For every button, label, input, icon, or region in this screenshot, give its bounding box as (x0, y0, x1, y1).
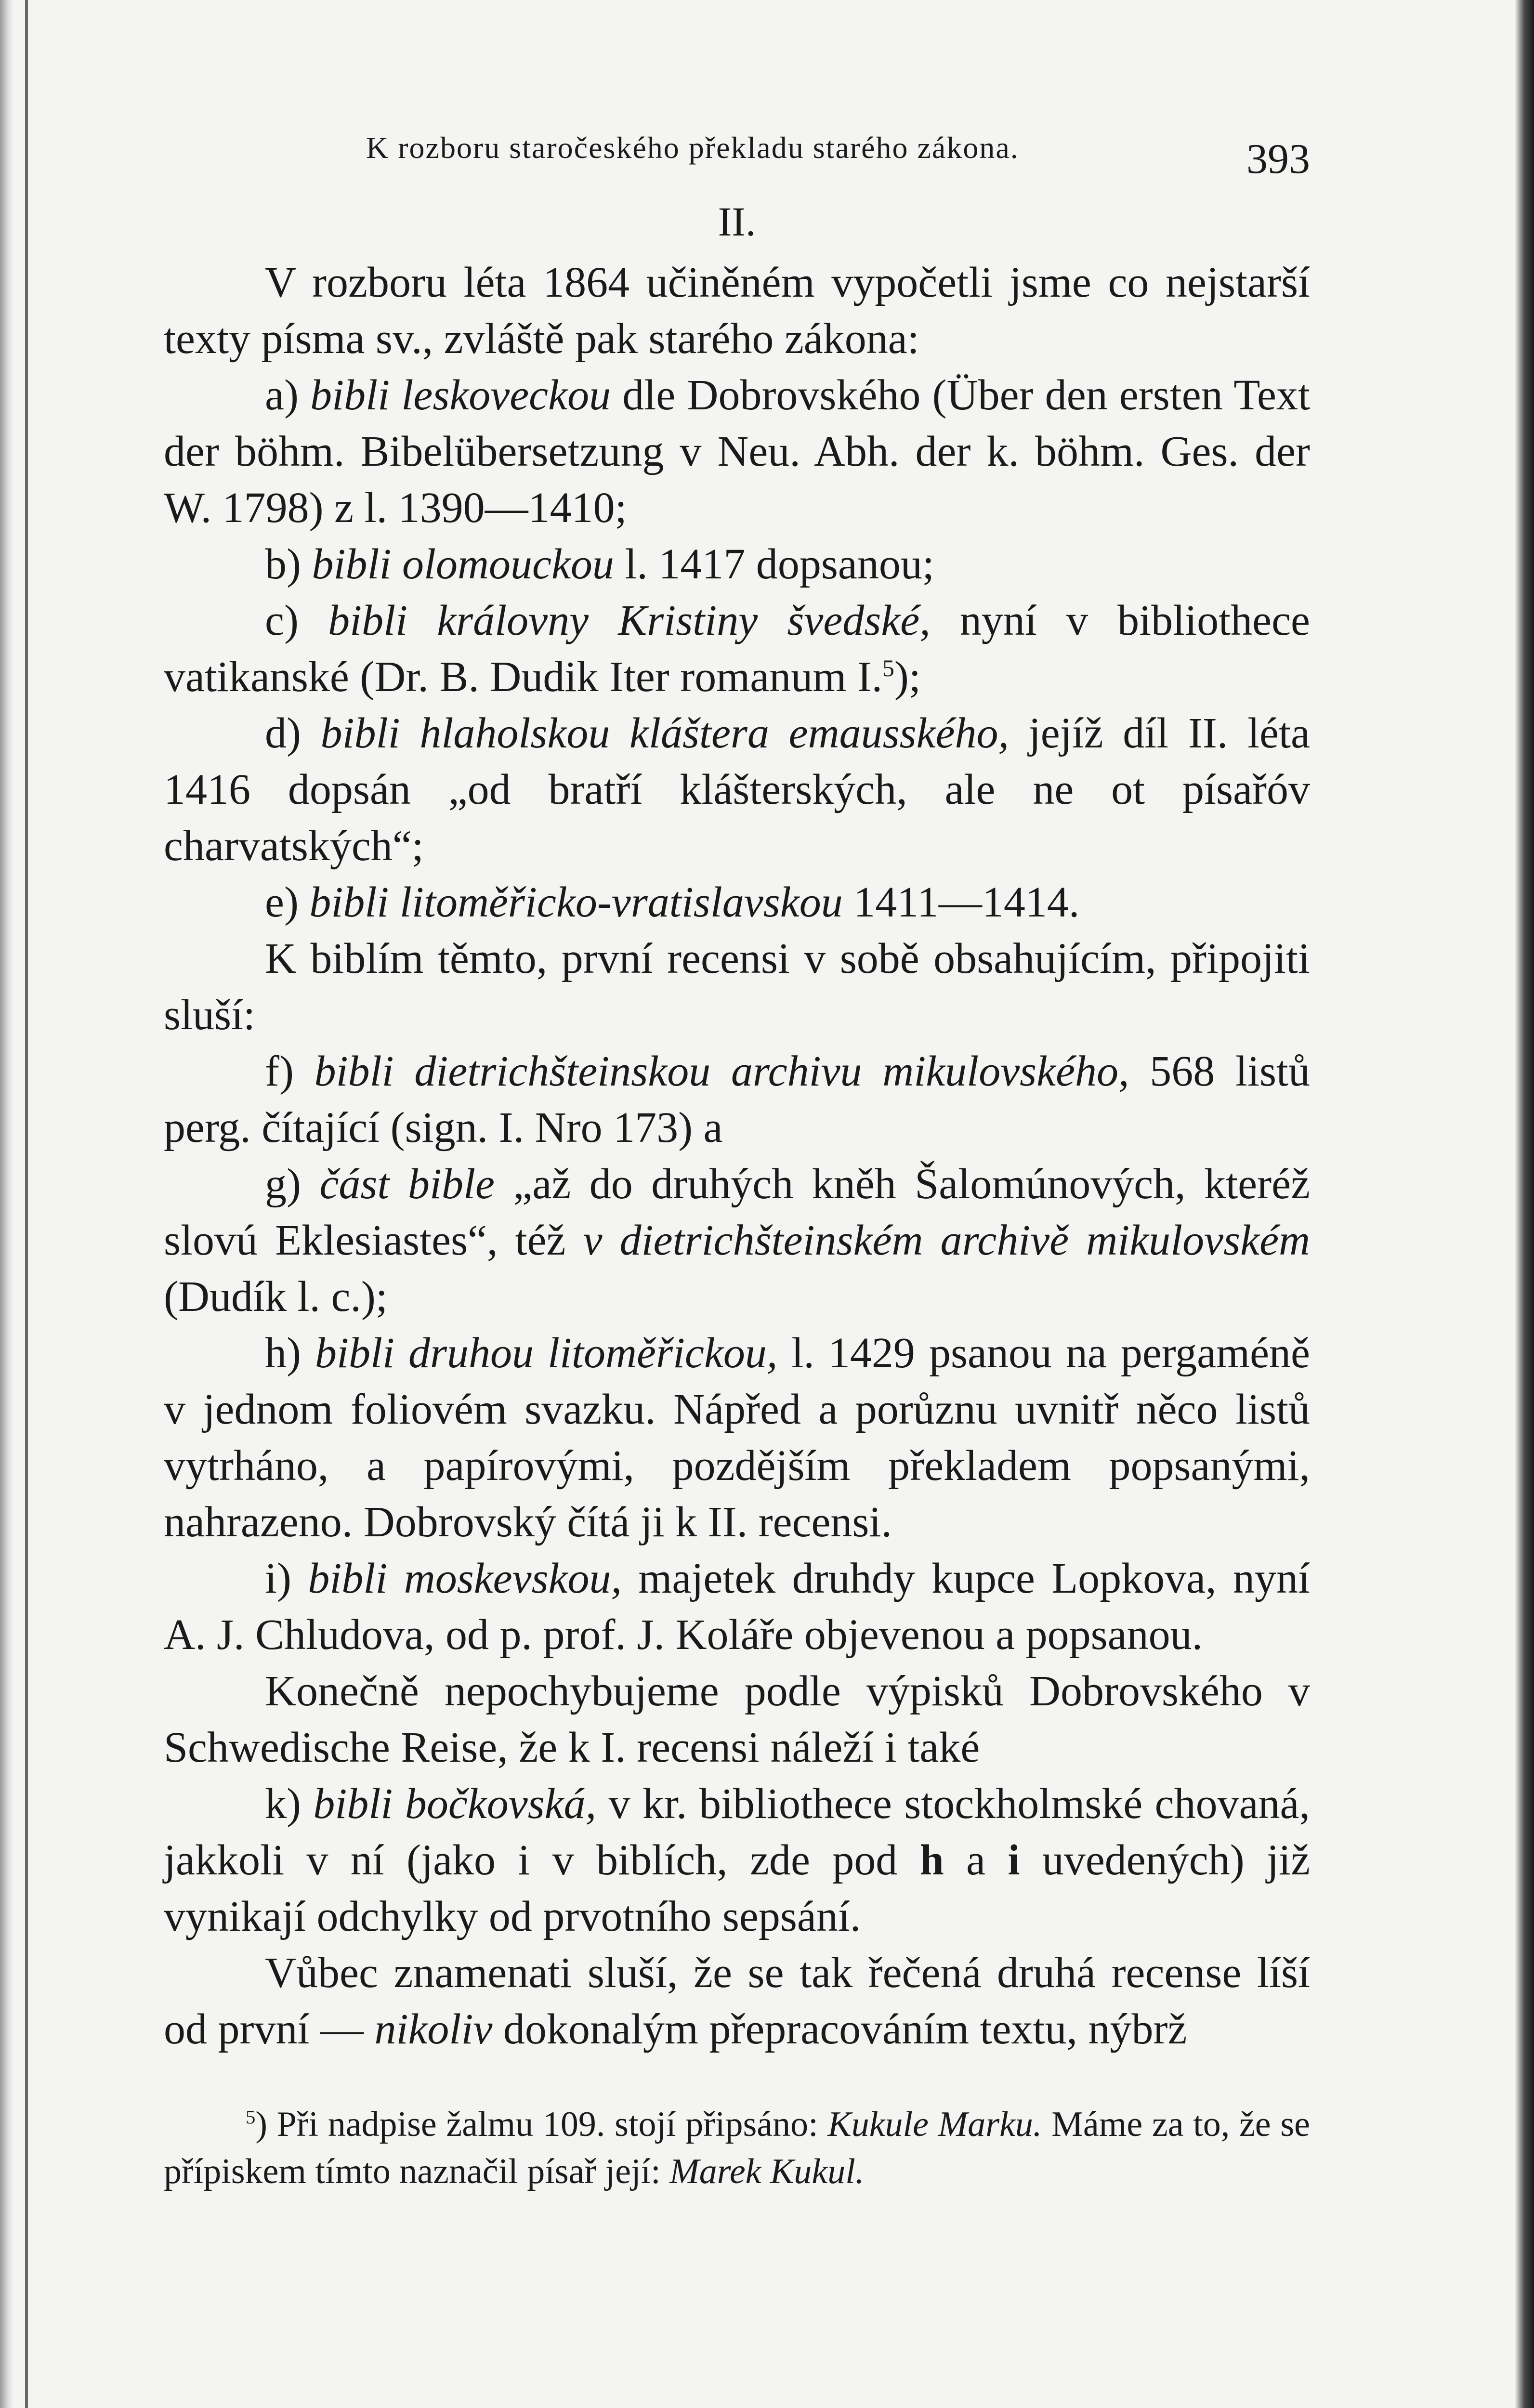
list-item-b: b) bibli olomouckou l. 1417 dopsanou; (265, 540, 934, 588)
title-d: bibli hlaholskou kláštera emausského, (320, 709, 1010, 757)
title-h: bibli druhou litoměřickou, (315, 1329, 778, 1377)
paragraph-second-group: K biblím těmto, první recensi v sobě obsahujícím, připojiti sluší: (164, 935, 1310, 1039)
paragraph-conclusion: Vůbec znamenati sluší, že se tak řečená druhá recense líší od první — nikoliv dokonalým přepracováním textu, nýbrž (164, 1949, 1310, 2053)
title-i: bibli moskevskou, (308, 1555, 622, 1602)
list-item-k: k) bibli bočkovská, v kr. bibliothece stockholmské chovaná, jakkoli v ní (jako i v biblích, zde pod h a i uvedených) již vynikají odchylky od prvotního sepsání. (164, 1780, 1311, 1940)
footnote-text: $^5$) Při nadpise žalmu 109. stojí připsáno: Kukule Marku. Máme za to, že se přípiskem tímto naznačil písař její: Marek Kukul. (164, 2105, 1310, 2191)
list-item-e: e) bibli litoměřicko-vratislavskou 1411—1414. (265, 878, 1080, 926)
scan-edge-left (0, 0, 13, 2408)
paragraph-third-group: Konečně nepochybujeme podle výpisků Dobrovského v Schwedische Reise, že k I. recensi náleží i také (164, 1667, 1310, 1771)
list-item-g: g) část bible „až do druhých kněh Šalomúnových, kteréž slovú Eklesiastes“, též v dietrichšteinském archivě mikulovském (Dudík l. c.); (164, 1160, 1311, 1321)
list-item-d: d) bibli hlaholskou kláštera emausského, jejíž díl II. léta 1416 dopsán „od bratří klášterských, ale ne ot písařóv charvatských“; (164, 709, 1310, 870)
paragraph-intro: V rozboru léta 1864 učiněném vypočetli jsme co nejstarší texty písma sv., zvláště pak starého zákona: (164, 259, 1310, 363)
list-item-h: h) bibli druhou litoměřickou, l. 1429 psanou na pergaméně v jednom foliovém svazku. Nápřed a porůznu uvnitř něco listů vytrháno, a papírovými, pozdějším překladem popsanými, nahrazeno. Dobrovský čítá ji k II. recensi. (164, 1329, 1310, 1546)
book-page (164, 116, 1310, 2195)
list-item-i: i) bibli moskevskou, majetek druhdy kupce Lopkova, nyní A. J. Chludova, od p. prof. J. Koláře objevenou a popsanou. (164, 1555, 1310, 1659)
footnote-ref: 5 (882, 655, 894, 681)
title-g: část bible (319, 1160, 495, 1208)
body-text (164, 254, 1310, 2057)
title-g-location: v dietrichšteinském archivě mikulovském (583, 1217, 1311, 1264)
title-c: bibli královny Kristiny švedské, (328, 597, 931, 644)
running-head (164, 116, 1310, 188)
list-item-a: a) bibli leskoveckou dle Dobrovského (Über den ersten Text der böhm. Bibelübersetzung v Neu. Abh. der k. böhm. Ges. der W. 1798) z l. 1390—1410; (164, 371, 1310, 532)
list-item-c: c) bibli královny Kristiny švedské, nyní v bibliothece vatikanské (Dr. B. Dudik Iter romanum I.$^5$); (164, 597, 1310, 701)
emphasis-nikoliv: nikoliv (374, 2005, 493, 2053)
footnote-quote-1: Kukule Marku. (827, 2105, 1042, 2144)
section-number: II. (718, 198, 756, 245)
scan-edge-right (1515, 0, 1534, 2408)
title-a: bibli leskoveckou (310, 371, 611, 419)
running-title: K rozboru staročeského překladu starého zákona. (366, 131, 1019, 165)
footnote-mark: 5 (246, 2106, 256, 2128)
list-item-f: f) bibli dietrichšteinskou archivu mikulovského, 568 listů perg. čítající (sign. I. Nro 173) a (164, 1047, 1311, 1152)
page-number: 393 (1246, 136, 1310, 183)
title-k: bibli bočkovská, (313, 1780, 597, 1828)
title-b: bibli olomouckou (312, 540, 614, 588)
footnote (164, 2101, 1310, 2195)
title-e: bibli litoměřicko-vratislavskou (309, 878, 843, 926)
scan-margin-line (25, 0, 28, 2408)
footnote-quote-2: Marek Kukul. (669, 2152, 865, 2191)
title-f: bibli dietrichšteinskou archivu mikulovského, (314, 1047, 1129, 1095)
